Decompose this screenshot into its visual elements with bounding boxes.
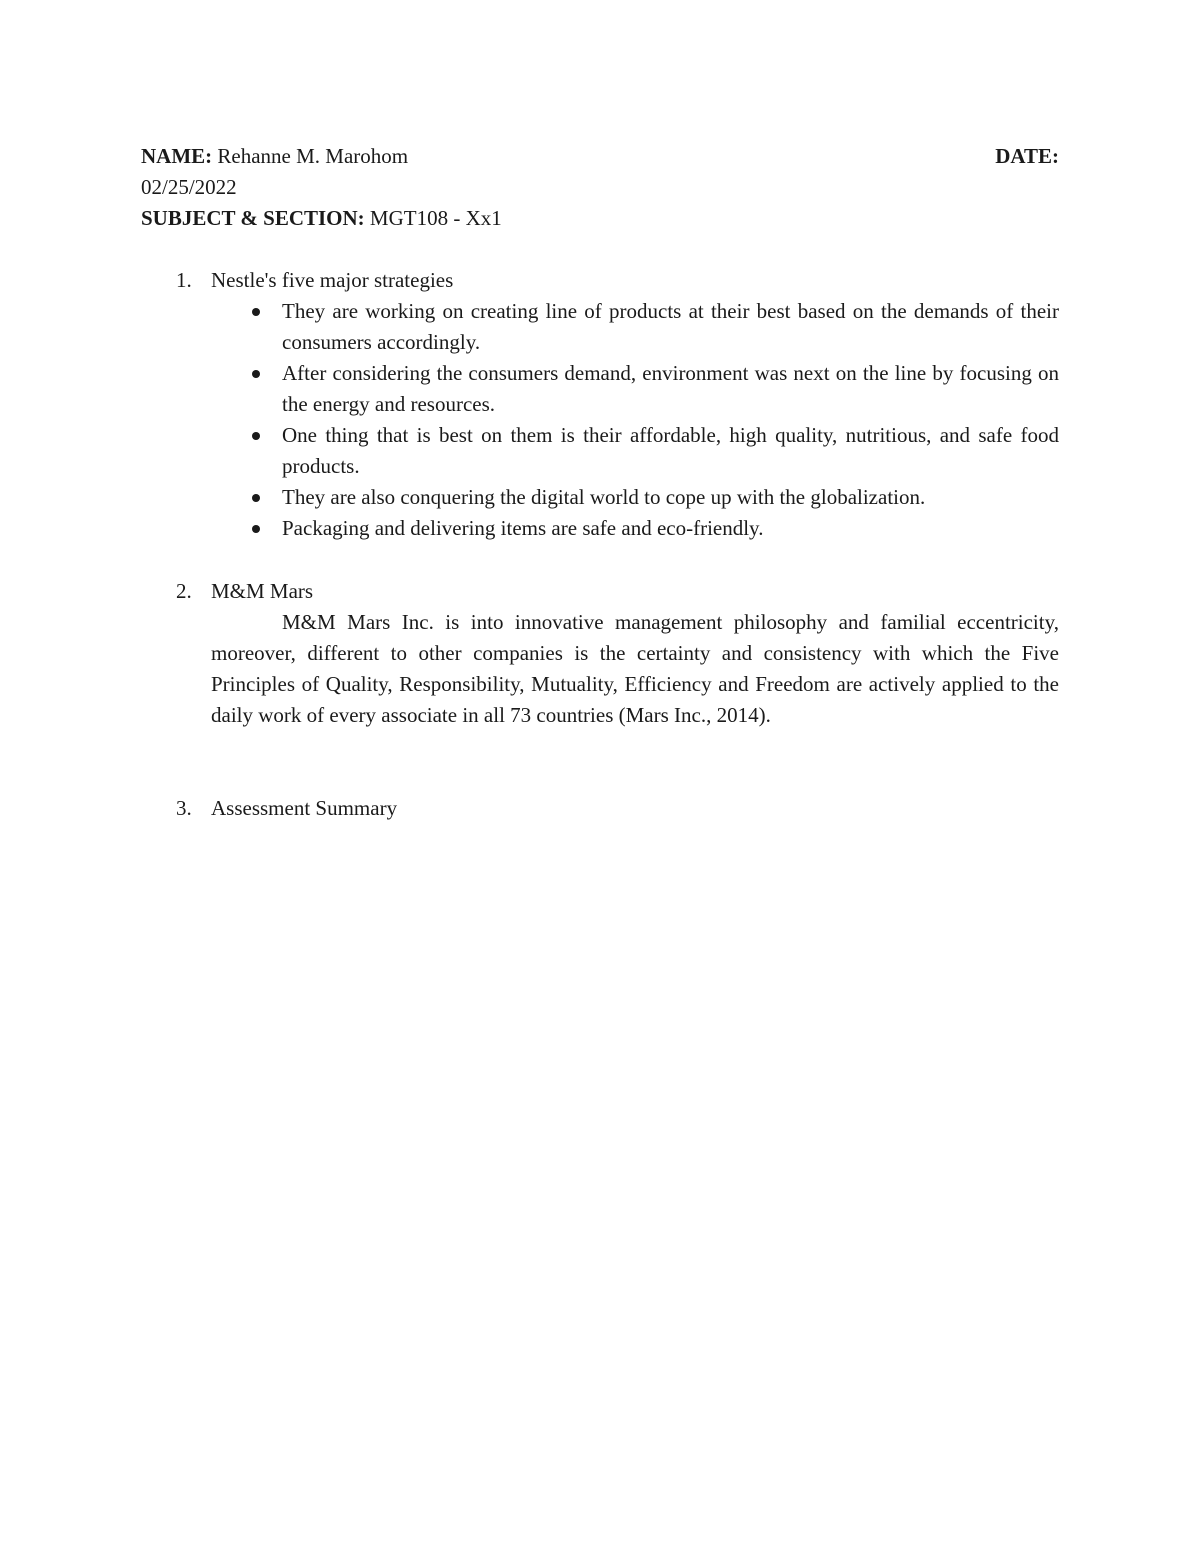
- bullet-icon: [252, 525, 260, 533]
- subject-value: MGT108 - Xx1: [364, 206, 502, 230]
- bullet-icon: [252, 370, 260, 378]
- item-number: 1.: [176, 268, 192, 292]
- date-value: 02/25/2022: [141, 175, 237, 199]
- item-title: M&M Mars: [211, 579, 314, 603]
- name-label: NAME:: [141, 144, 213, 168]
- name-value: Rehanne M. Marohom: [212, 144, 409, 168]
- bullet-item: They are also conquering the digital world to cope up with the globalization.: [282, 482, 1059, 513]
- bullet-icon: [252, 432, 260, 440]
- bullet-item: After considering the consumers demand, environment was next on the line by focusing on the energy and resources.: [282, 358, 1059, 420]
- date-label: DATE:: [995, 144, 1059, 168]
- name-field: [141, 141, 408, 172]
- item-title: Assessment Summary: [211, 796, 398, 820]
- bullet-item: They are working on creating line of products at their best based on the demands of their consumers accordingly.: [282, 296, 1059, 358]
- item-number: 2.: [176, 579, 192, 603]
- bullet-item: Packaging and delivering items are safe and eco-friendly.: [282, 513, 1059, 544]
- list-item-3: [141, 793, 1059, 824]
- item-title: Nestle's five major strategies: [211, 268, 454, 292]
- subject-label: SUBJECT & SECTION:: [141, 206, 365, 230]
- list-item-1: [141, 265, 1059, 544]
- item-number: 3.: [176, 796, 192, 820]
- mars-paragraph: M&M Mars Inc. is into innovative management philosophy and familial eccentricity, moreover, different to other companies is the certainty and consistency with which the Five Principles of Quality, Responsibility, Mutuality, Efficiency and Freedom are actively applied to the daily work of every associate in all 73 countries (Mars Inc., 2014).: [211, 610, 1059, 727]
- bullet-icon: [252, 308, 260, 316]
- bullet-icon: [252, 494, 260, 502]
- name-date-row: [141, 141, 1059, 172]
- list-item-2: [141, 576, 1059, 731]
- strategy-bullets: [282, 296, 1059, 544]
- subject-section-field: [141, 203, 502, 234]
- bullet-item: One thing that is best on them is their affordable, high quality, nutritious, and safe food products.: [282, 420, 1059, 482]
